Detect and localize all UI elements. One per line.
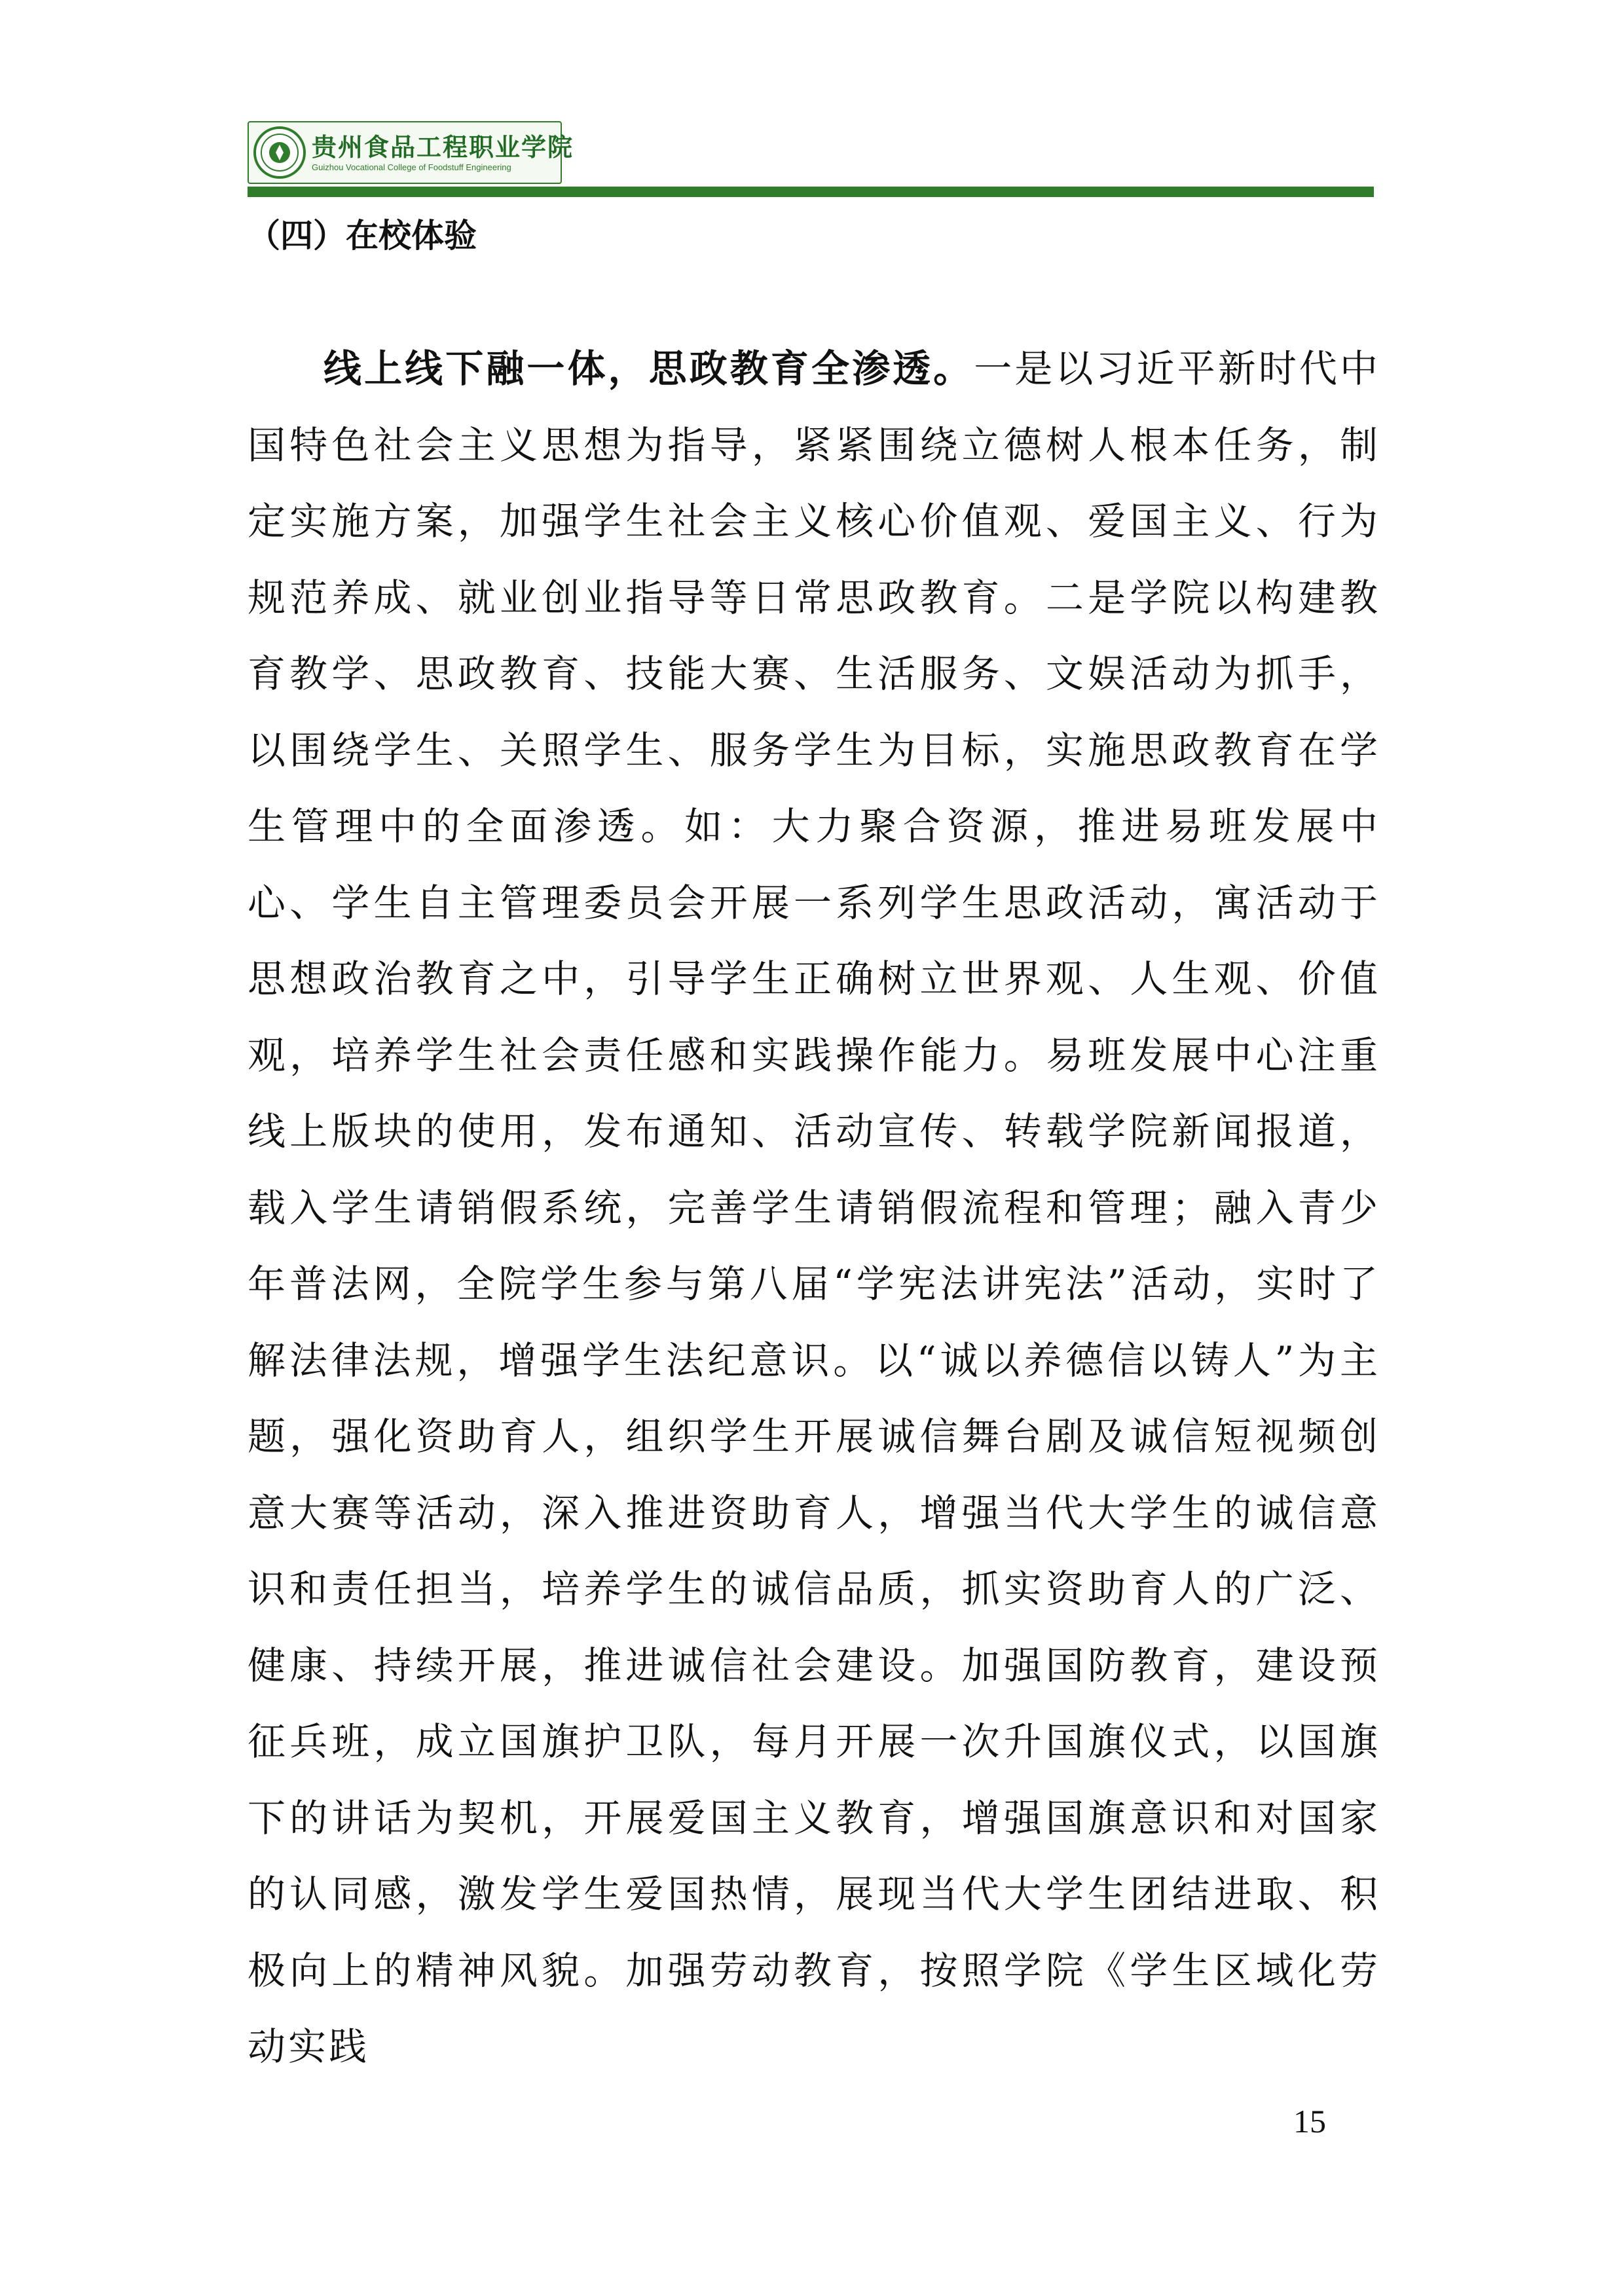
page-number: 15 xyxy=(1293,2103,1326,2140)
paragraph-body: 一是以习近平新时代中国特色社会主义思想为指导，紧紧围绕立德树人根本任务，制定实施方案，加强学生社会主义核心价值观、爱国主义、行为规范养成、就业创业指导等日常思政教育。二是学院以构建教育教学、思政教育、技能大赛、生活服务、文娱活动为抓手，以围绕学生、关照学生、服务学生为目标，实施思政教育在学生管理中的全面渗透。如：大力聚合资源，推进易班发展中心、学生自主管理委员会开展一系列学生思政活动，寓活动于思想政治教育之中，引导学生正确树立世界观、人生观、价值观，培养学生社会责任感和实践操作能力。易班发展中心注重线上版块的使用，发布通知、活动宣传、转载学院新闻报道，载入学生请销假系统，完善学生请销假流程和管理；融入青少年普法网，全院学生参与第八届“学宪法讲宪法”活动，实时了解法律法规，增强学生法纪意识。以“诚以养德信以铸人”为主题，强化资助育人，组织学生开展诚信舞台剧及诚信短视频创意大赛等活动，深入推进资助育人，增强当代大学生的诚信意识和责任担当，培养学生的诚信品质，抓实资助育人的广泛、健康、持续开展，推进诚信社会建设。加强国防教育，建设预征兵班，成立国旗护卫队，每月开展一次升国旗仪式，以国旗下的讲话为契机，开展爱国主义教育，增强国旗意识和对国家的认同感，激发学生爱国热情，展现当代大学生团结进取、积极向上的精神风貌。加强劳动教育，按照学院《学生区域化劳动实践 xyxy=(248,346,1380,2069)
logo-text-english: Guizhou Vocational College of Foodstuff Engineering xyxy=(312,162,511,172)
header-rule xyxy=(248,187,1374,197)
logo-text xyxy=(312,132,574,173)
school-seal-icon xyxy=(253,126,306,179)
college-logo xyxy=(248,121,574,184)
logo-text-chinese: 贵州食品工程职业学院 xyxy=(312,132,574,162)
section-heading: （四）在校体验 xyxy=(248,216,477,255)
paragraph-lead: 线上线下融一体，思政教育全渗透。 xyxy=(323,346,974,391)
body-paragraph xyxy=(248,331,1380,2085)
page-header xyxy=(248,121,1374,193)
